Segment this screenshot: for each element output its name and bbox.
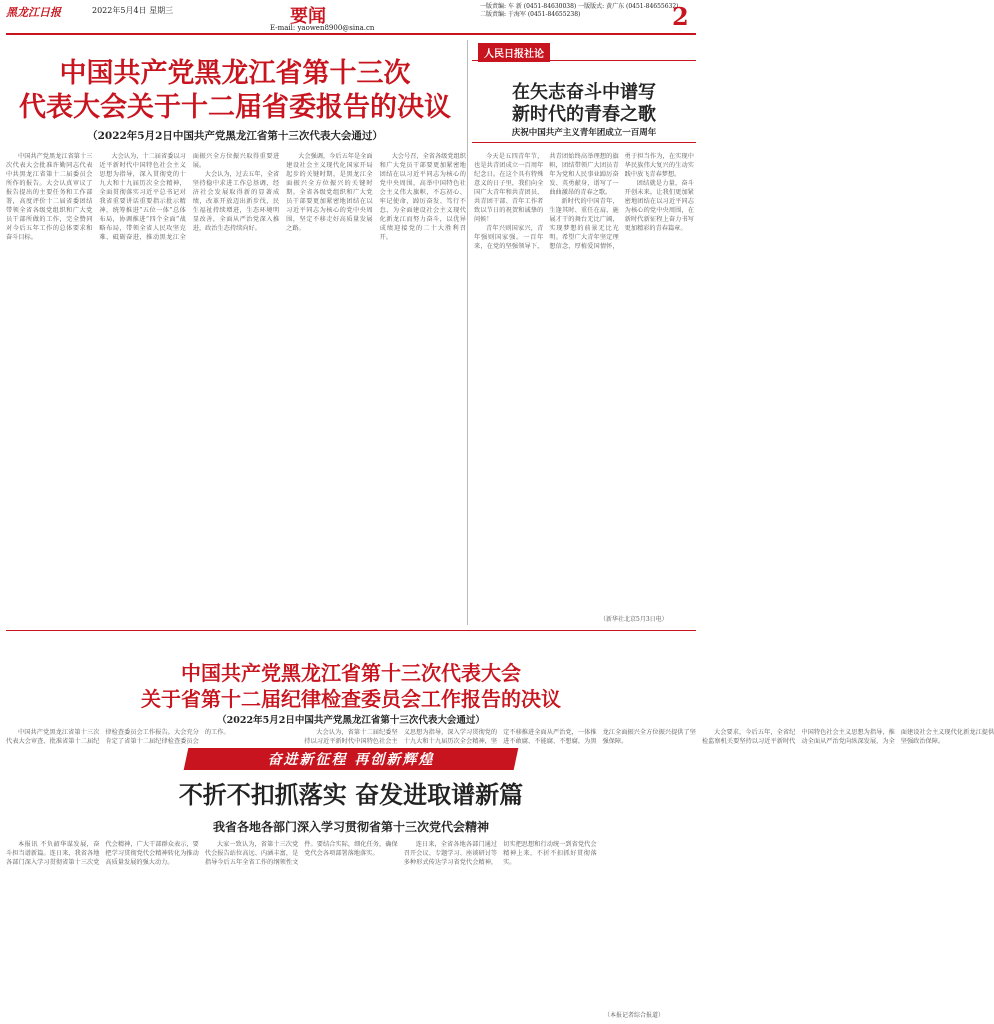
- article3-byline: （本报记者综合报道）: [604, 1012, 665, 1019]
- editor-contacts: 一版责编: 车 新 (0451-84630038) 一版版式: 黄广东 (0451-84655632) 二版责编: 于海军 (0451-84655238): [480, 3, 679, 18]
- article2-paragraph: 大会要求，今后五年，全省纪检监察机关要坚持以习近平新时代中国特色社会主义思想为指导，推动全面从严治党向纵深发展，为全面建设社会主义现代化新龙江提供坚强政治保障。: [701, 729, 994, 745]
- article2-paragraph: 大会认为，省第十二届纪委坚持以习近平新时代中国特色社会主义思想为指导，深入学习贯彻党的十九大和十九届历次全会精神，坚定不移推进全面从严治党，一体推进不敢腐、不能腐、不想腐，为黑龙江全面振兴全方位振兴提供了坚强保障。: [304, 729, 696, 745]
- sidebar-subtitle: 庆祝中国共产主义青年团成立一百周年: [511, 128, 657, 138]
- sidebar-paragraph: 新时代的中国青年，生逢其时、重任在肩，施展才干的舞台无比广阔，实现梦想的前景无比光明。希望广大青年坚定理想信念，厚植爱国情怀，勇于担当作为，在实现中华民族伟大复兴的生动实践中放飞青春梦想。: [549, 153, 694, 250]
- article1-paragraph: 大会认为，过去五年，全省坚持稳中求进工作总基调，经济社会发展取得新的显著成绩，改革开放迈出新步伐，民生福祉持续增进，生态环境明显改善，全面从严治党深入推进，政治生态持续向好。: [192, 171, 280, 232]
- masthead-rule: [6, 33, 696, 35]
- section-title: 要闻: [290, 6, 326, 27]
- article2-title-line1: 中国共产党黑龙江省第十三次代表大会: [181, 661, 521, 685]
- sidebar-byline: （新华社北京5月3日电）: [600, 616, 668, 623]
- article3-paragraph: 大家一致认为，省第十三次党代会报告站位高远、内涵丰富，是指导今后五年全省工作的纲领性文件。要结合实际，细化任务，确保党代会各项部署落地落实。: [204, 841, 398, 866]
- article1-paragraph: 大会认为，十二届省委以习近平新时代中国特色社会主义思想为指导，深入贯彻党的十九大和十九届历次全会精神，全面贯彻落实习近平总书记对我省重要讲话重要指示批示精神，统筹推进“五位一体”总体布局，协调推进“四个全面”战略布局，带领全省人民攻坚克难、砥砺奋进，推动黑龙江全面振兴全方位振兴取得重要进展。: [99, 153, 280, 241]
- article3-headline: 不折不扣抓落实 奋发进取谱新篇: [178, 780, 524, 809]
- sidebar-title-line2: 新时代的青春之歌: [512, 104, 656, 125]
- editor-email: E-mail: yaowen8900@sina.cn: [270, 24, 375, 32]
- masthead: [0, 0, 701, 36]
- sidebar-rule: [472, 142, 696, 143]
- article1-headline: [10, 57, 460, 125]
- article3-paragraph: 本报讯 不负韶华谋发展，奋斗担当谱新篇。连日来，我省各地各部门深入学习贯彻省第十三次党代会精神，广大干部群众表示，要把学习贯彻党代会精神转化为推动高质量发展的强大动力。: [6, 841, 199, 866]
- article2-body: [6, 728, 994, 746]
- issue-date: 2022年5月4日 星期三: [92, 6, 174, 15]
- sidebar-paragraph: 青年兴则国家兴，青年强则国家强。一百年来，在党的坚强领导下，共青团始终高举理想的旗帜，团结带领广大团员青年为党和人民事业踔厉奋发、英勇献身，谱写了一曲曲激昂的青春之歌。: [474, 153, 619, 250]
- article1-paragraph: 中国共产党黑龙江省第十三次代表大会批准许勤同志代表中共黑龙江省第十二届委员会所作的报告。大会认真审议了报告提出的主要任务和工作部署，高度评价十二届省委团结带领全省各级党组织和广大党员干部所做的工作，完全赞同对今后五年工作的总体要求和奋斗目标。: [6, 153, 93, 241]
- sidebar-headline: [472, 82, 696, 126]
- article3-paragraph: 连日来，全省各地各部门通过召开会议、专题学习、座谈研讨等多种形式传达学习省党代会精神，切实把思想和行动统一到省党代会精神上来，不折不扣抓好贯彻落实。: [403, 841, 597, 866]
- article1-title-line1: 中国共产党黑龙江省第十三次: [59, 58, 411, 89]
- section-rule: [6, 630, 696, 631]
- article1-paragraph: 大会号召，全省各级党组织和广大党员干部要更加紧密地团结在以习近平同志为核心的党中央周围，高举中国特色社会主义伟大旗帜，不忘初心、牢记使命，踔厉奋发、笃行不怠，为全面建设社会主义现代化新龙江而努力奋斗，以优异成绩迎接党的二十大胜利召开。: [379, 153, 466, 241]
- banner-slogan: 奋进新征程 再创新辉煌: [267, 752, 435, 768]
- article1-body: [6, 152, 466, 622]
- article1-title-line2: 代表大会关于十二届省委报告的决议: [19, 92, 451, 123]
- sidebar-body: [474, 152, 694, 622]
- sidebar-header-label: 人民日报社论: [478, 43, 550, 62]
- article2-paragraph: 中国共产党黑龙江省第十三次代表大会审查、批准省第十二届纪律检查委员会工作报告。大会充分肯定了省第十二届纪律检查委员会的工作。: [6, 729, 230, 745]
- article2-subtitle: （2022年5月2日中国共产党黑龙江省第十三次代表大会通过）: [217, 715, 485, 726]
- article2-title-line2: 关于省第十二届纪律检查委员会工作报告的决议: [141, 687, 561, 711]
- sidebar-paragraph: 团结就是力量，奋斗开创未来。让我们更加紧密地团结在以习近平同志为核心的党中央周围，在新时代新征程上奋力书写更加精彩的青春篇章。: [624, 180, 694, 232]
- article3-body: [6, 840, 696, 1018]
- article1-paragraph: 大会强调，今后五年是全面建设社会主义现代化国家开局起步的关键时期，是黑龙江全面振兴全方位振兴的关键时期。全省各级党组织和广大党员干部要更加紧密地团结在以习近平同志为核心的党中央周围，坚定不移走好高质量发展之路。: [286, 153, 373, 232]
- article2-headline: [6, 660, 696, 712]
- article1-subtitle: （2022年5月2日中国共产党黑龙江省第十三次代表大会通过）: [87, 130, 383, 142]
- column-divider: [467, 40, 468, 625]
- page-number: 2: [672, 2, 689, 31]
- paper-name: 黑龙江日报: [6, 6, 61, 19]
- sidebar-title-line1: 在矢志奋斗中谱写: [512, 82, 656, 103]
- article3-subtitle: 我省各地各部门深入学习贯彻省第十三次党代会精神: [212, 820, 489, 834]
- sidebar-paragraph: 今天是五四青年节，也是共青团成立一百周年纪念日。在这个具有特殊意义的日子里，我们向全国广大青年和共青团员、共青团干部、青年工作者致以节日的祝贺和诚挚的问候！: [474, 153, 544, 223]
